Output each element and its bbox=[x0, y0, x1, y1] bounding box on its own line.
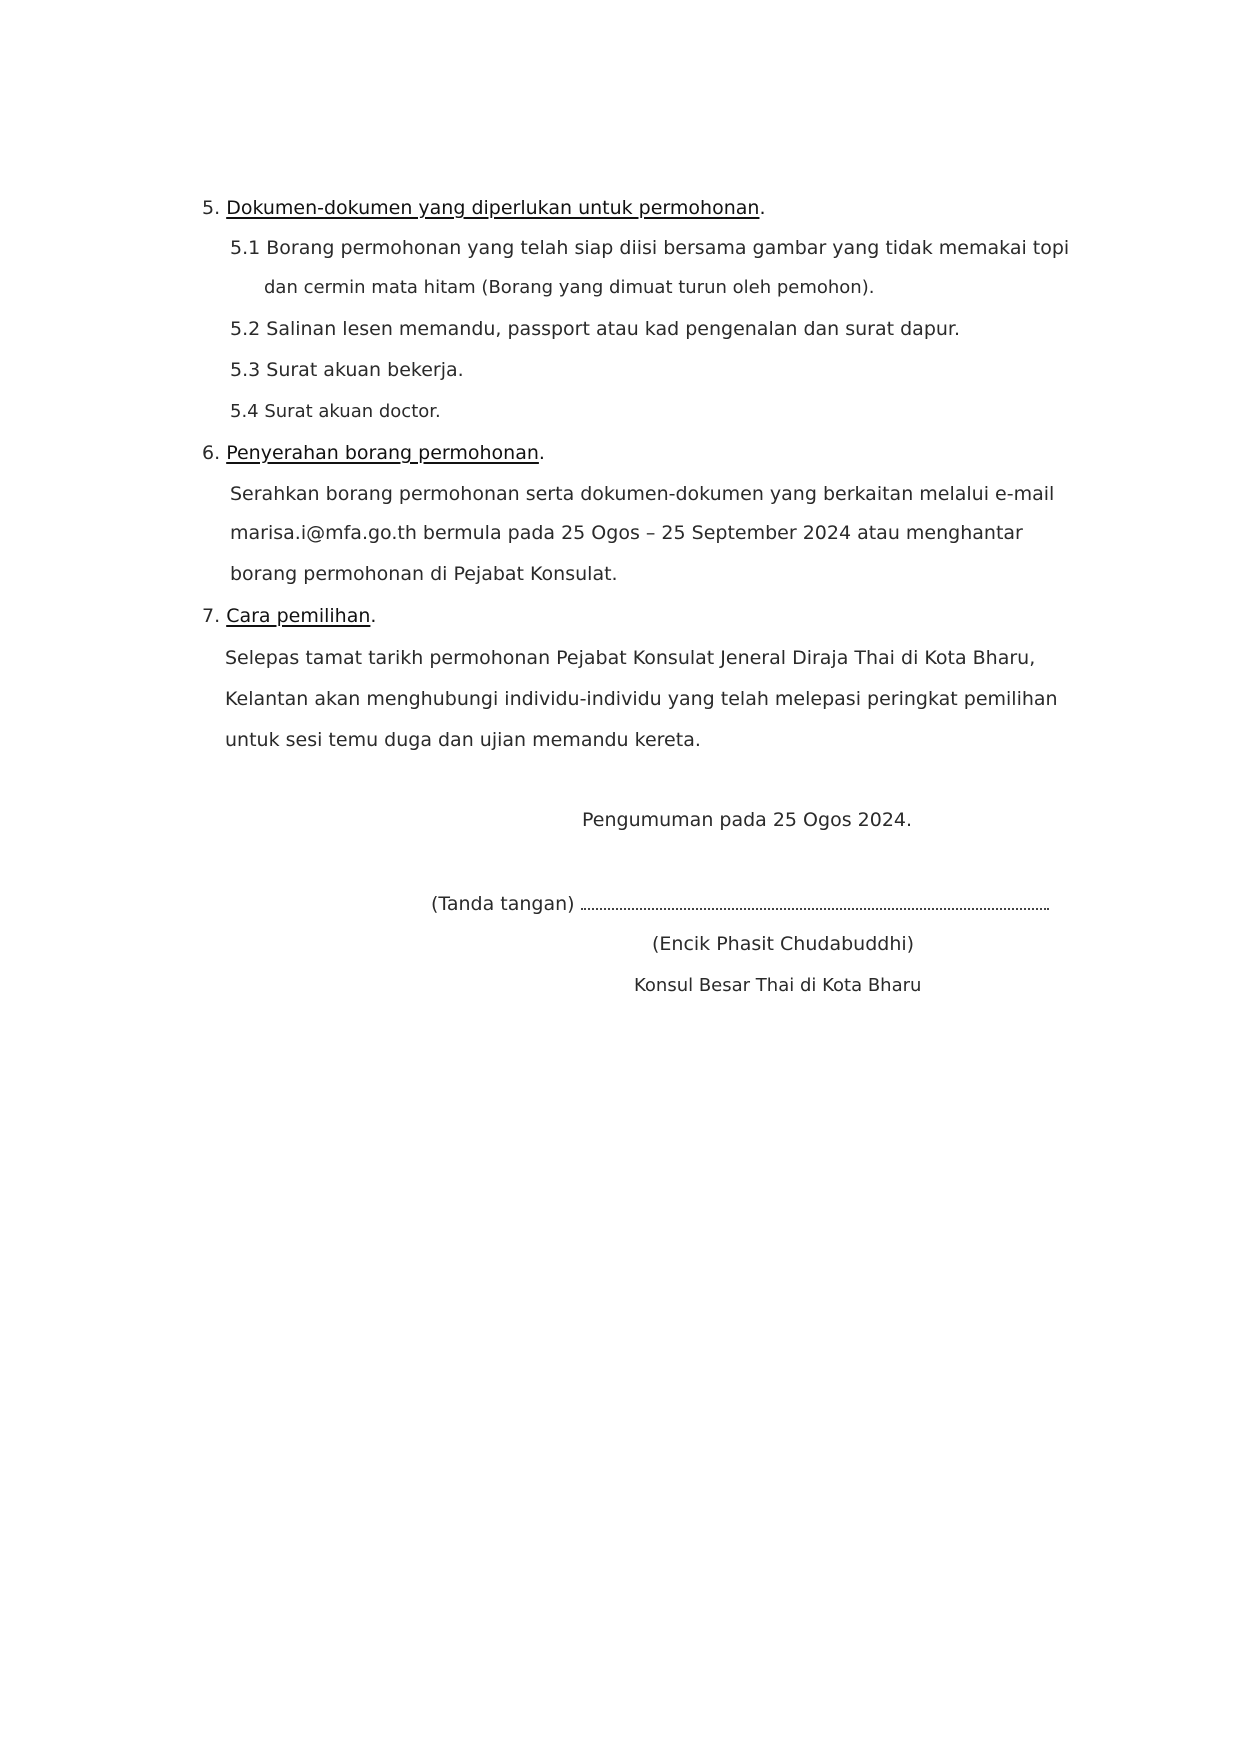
signature-dotted-line bbox=[581, 890, 1049, 910]
section-5-heading: 5. Dokumen-dokumen yang diperlukan untuk permohonan. bbox=[202, 197, 766, 219]
section-5-number: 5. bbox=[202, 197, 221, 219]
announcement-date: Pengumuman pada 25 Ogos 2024. bbox=[582, 809, 913, 831]
section-6-number: 6. bbox=[202, 442, 221, 464]
section-6-title: Penyerahan borang permohonan bbox=[226, 442, 539, 464]
section-5-item-4: 5.4 Surat akuan doctor. bbox=[230, 401, 441, 422]
section-6-heading: 6. Penyerahan borang permohonan. bbox=[202, 442, 545, 464]
section-6-line-3: borang permohonan di Pejabat Konsulat. bbox=[230, 563, 618, 585]
section-7-line-3: untuk sesi temu duga dan ujian memandu kereta. bbox=[225, 729, 701, 751]
signatory-name: (Encik Phasit Chudabuddhi) bbox=[652, 933, 915, 955]
signatory-position: Konsul Besar Thai di Kota Bharu bbox=[634, 975, 922, 996]
section-7-line-2: Kelantan akan menghubungi individu-individu yang telah melepasi peringkat pemilihan bbox=[225, 688, 1058, 710]
signature-label: (Tanda tangan) bbox=[431, 893, 575, 915]
section-7-title: Cara pemilihan bbox=[226, 605, 371, 627]
section-7-number: 7. bbox=[202, 605, 221, 627]
section-7-heading: 7. Cara pemilihan. bbox=[202, 605, 377, 627]
section-5-title: Dokumen-dokumen yang diperlukan untuk permohonan bbox=[226, 197, 760, 219]
section-5-item-3: 5.3 Surat akuan bekerja. bbox=[230, 359, 464, 381]
section-7-line-1: Selepas tamat tarikh permohonan Pejabat Konsulat Jeneral Diraja Thai di Kota Bharu, bbox=[225, 647, 1036, 669]
section-5-item-1: 5.1 Borang permohonan yang telah siap diisi bersama gambar yang tidak memakai topi bbox=[230, 237, 1070, 259]
section-5-item-1-continued: dan cermin mata hitam (Borang yang dimuat turun oleh pemohon). bbox=[264, 277, 875, 298]
section-5-item-2: 5.2 Salinan lesen memandu, passport atau kad pengenalan dan surat dapur. bbox=[230, 318, 961, 340]
section-6-line-2: marisa.i@mfa.go.th bermula pada 25 Ogos – 25 September 2024 atau menghantar bbox=[230, 522, 1023, 544]
signature-line bbox=[431, 890, 1049, 917]
section-6-line-1: Serahkan borang permohonan serta dokumen-dokumen yang berkaitan melalui e-mail bbox=[230, 483, 1055, 505]
